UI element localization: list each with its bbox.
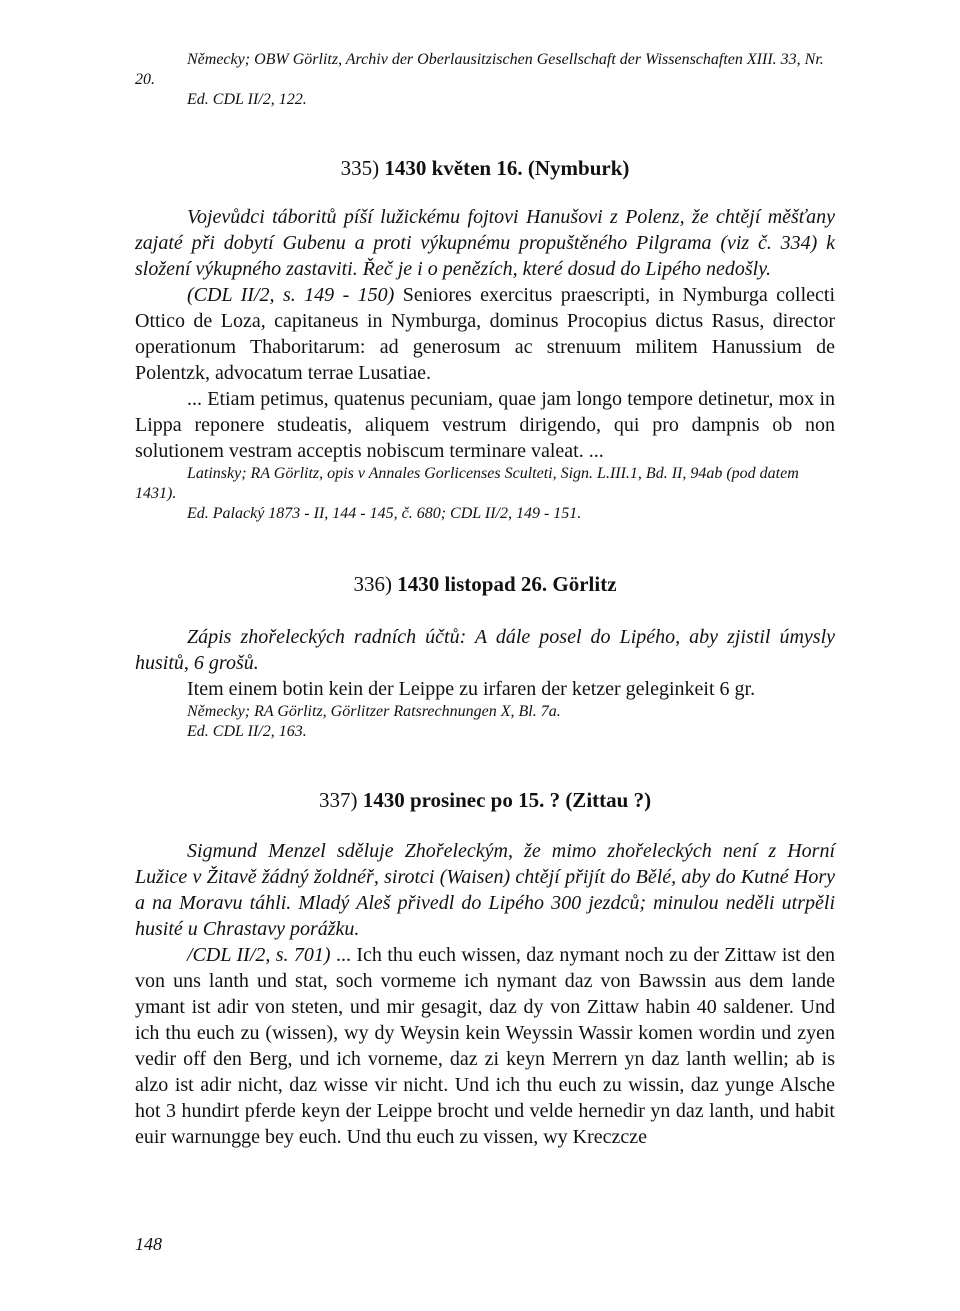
- entry-337-heading: [135, 786, 835, 814]
- entry-335-text: [135, 282, 835, 386]
- entry-336-source: Německy; RA Görlitz, Görlitzer Ratsrechnungen X, Bl. 7a.: [187, 703, 561, 720]
- top-edition-line: Ed. CDL II/2, 122.: [187, 91, 307, 108]
- entry-336-summary: Zápis zhořeleckých radních účtů: A dále posel do Lipého, aby zjistil úmysly husitů, 6 grošů.: [135, 626, 835, 674]
- entry-337-ref: /CDL II/2, s. 701): [187, 944, 331, 966]
- entry-337-text1: ... Ich thu euch wissen, daz nymant noch zu der Zittaw ist den von uns lanth und stat, soch vormeme ich nymant daz von Bawssin aus dem lande ymant ist adir von steten, und mir gesagit, daz dy von Zittaw habin 40 saldener. Und ich thu euch zu (wissen), wy dy Weysin kein Weyssin Wassir komen wordin und zyen vedir off den Berg, und ich vorneme, daz zi keyn Merrern yn daz lanth wellin; ab is alzo ist adir nicht, daz wisse vir nicht. Und ich thu euch zu wissin, daz yunge Alsche hot 3 hundirt pferde keyn der Leippe brocht und velde hernedir yn daz lanth, und habit euir warnungge bey euch. Und thu euch zu vissen, wy Kreczcze: [135, 944, 836, 1148]
- entry-335-summary: Vojevůdci táboritů píší lužickému fojtovi Hanušovi z Polenz, že chtějí měšťany zajaté při dobytí Gubenu a proti výkupnému propuštěného Pilgrama (viz č. 334) k složení výkupného zastaviti. Řeč je i o penězích, které dosud do Lipého nedošly.: [135, 206, 835, 280]
- entry-335-heading: [135, 154, 835, 182]
- entry-336-heading: [135, 570, 835, 598]
- entry-335-edition: Ed. Palacký 1873 - II, 144 - 145, č. 680; CDL II/2, 149 - 151.: [187, 505, 582, 522]
- entry-337-summary: Sigmund Menzel sděluje Zhořeleckým, že mimo zhořeleckých není z Horní Lužice v Žitavě žádný žoldnéř, sirotci (Waisen) chtějí přijít do Bělé, aby do Kutné Hory a na Moravu táhli. Mladý Aleš přivedl do Lipého 300 jezdců; minulou neděli utrpěli husité u Chrastavy porážku.: [135, 840, 835, 940]
- page-number: 148: [135, 1234, 162, 1254]
- top-source-line: Německy; OBW Görlitz, Archiv der Oberlausitzischen Gesellschaft der Wissenschaften XIII. 33, Nr. 20.: [135, 51, 824, 88]
- entry-335-source: Latinsky; RA Görlitz, opis v Annales Gorlicenses Sculteti, Sign. L.III.1, Bd. II, 94ab (pod datem 1431).: [135, 465, 799, 502]
- entry-335-ref: (CDL II/2, s. 149 - 150): [187, 284, 395, 306]
- entry-335-date: 1430 květen 16.: [384, 156, 523, 180]
- entry-336-number: 336): [353, 572, 392, 596]
- entry-336-edition: Ed. CDL II/2, 163.: [187, 723, 307, 740]
- entry-335-text2: ... Etiam petimus, quatenus pecuniam, quae jam longo tempore detinetur, mox in Lippa reponere studeatis, aliquem vestrum dirigendo, qui pro dampnis ob non solutionem vestram acceptis nobiscum terminare valeat. ...: [135, 388, 835, 462]
- entry-335-place: (Nymburk): [527, 156, 630, 180]
- entry-335-text1: Seniores exercitus praescripti, in Nymburga collecti Ottico de Loza, capitaneus in Nymburga, dominus Procopius dictus Rasus, director operationum Thaboritarum: ad generosum ac strenuum militem Hanussium de Polentzk, advocatum terrae Lusatiae.: [135, 284, 836, 384]
- entry-337-text: [135, 942, 835, 1150]
- entry-335-number: 335): [340, 156, 380, 180]
- entry-337-number: 337): [318, 788, 358, 812]
- page-content: [135, 50, 835, 1150]
- entry-337-date: 1430 prosinec po 15. ? (Zittau ?): [362, 788, 652, 812]
- entry-336-date: 1430 listopad 26. Görlitz: [397, 572, 617, 596]
- entry-336-text: Item einem botin kein der Leippe zu irfaren der ketzer geleginkeit 6 gr.: [187, 678, 756, 700]
